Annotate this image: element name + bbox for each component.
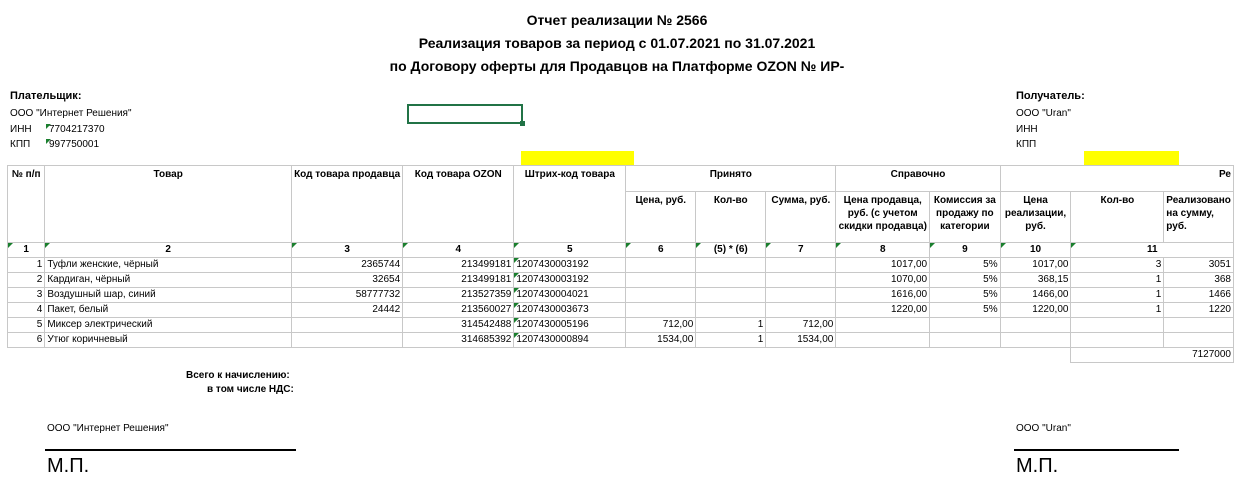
payer-name: ООО "Интернет Решения" xyxy=(10,108,132,119)
highlight-cell-left xyxy=(521,151,634,165)
header-num: № п/п xyxy=(8,166,45,243)
cell-commission: 5% xyxy=(930,288,1000,303)
signature-right-name: ООО "Uran" xyxy=(1016,423,1071,434)
column-number: 8 xyxy=(836,243,930,258)
cell-product: Кардиган, чёрный xyxy=(45,273,292,288)
cell-real-price xyxy=(1000,318,1071,333)
cell-ozon-code: 314685392 xyxy=(403,333,514,348)
cell-real-sum: 368 xyxy=(1164,273,1234,288)
table-row xyxy=(8,333,1234,348)
column-number: 1 xyxy=(8,243,45,258)
column-number: 11 xyxy=(1071,243,1234,258)
header-sum: Сумма, руб. xyxy=(766,192,836,243)
header-ozon-code: Код товара OZON xyxy=(403,166,514,243)
cell-real-price xyxy=(1000,333,1071,348)
payer-kpp-label: КПП xyxy=(10,139,31,150)
total-label: Всего к начислению: xyxy=(186,370,290,381)
stamp-left: М.П. xyxy=(47,455,90,477)
cell-qty2: 1 xyxy=(1071,273,1164,288)
vat-label: в том числе НДС: xyxy=(207,384,294,395)
header-reference: Справочно xyxy=(836,166,1000,192)
cell-seller-code xyxy=(292,333,403,348)
cell-commission xyxy=(930,318,1000,333)
cell-barcode: 1207430000894 xyxy=(514,333,626,348)
cell-real-price: 1017,00 xyxy=(1000,258,1071,273)
cell-ozon-code: 213499181 xyxy=(403,258,514,273)
cell-real-sum: 1466 xyxy=(1164,288,1234,303)
cell-product: Пакет, белый xyxy=(45,303,292,318)
signature-right-line xyxy=(1014,449,1179,451)
recipient-inn-label: ИНН xyxy=(1016,124,1038,135)
signature-left-line xyxy=(45,449,296,451)
recipient-name: ООО "Uran" xyxy=(1016,108,1071,119)
cell-qty2: 3 xyxy=(1071,258,1164,273)
cell-n: 5 xyxy=(8,318,45,333)
cell-price xyxy=(626,303,696,318)
column-number: 4 xyxy=(403,243,514,258)
header-commission: Комиссия за продажу по категории xyxy=(930,192,1000,243)
cell-product: Миксер электрический xyxy=(45,318,292,333)
header-realization-price: Цена реализации, руб. xyxy=(1000,192,1071,243)
cell-qty2 xyxy=(1071,318,1164,333)
cell-seller-price xyxy=(836,318,930,333)
cell-qty xyxy=(696,273,766,288)
cell-sum: 712,00 xyxy=(766,318,836,333)
cell-ozon-code: 213499181 xyxy=(403,273,514,288)
column-number: 3 xyxy=(292,243,403,258)
cell-qty xyxy=(696,303,766,318)
header-qty: Кол-во xyxy=(696,192,766,243)
header-qty2: Кол-во xyxy=(1071,192,1164,243)
cell-qty2 xyxy=(1071,333,1164,348)
table-row xyxy=(8,258,1234,273)
cell-real-sum: 1220 xyxy=(1164,303,1234,318)
cell-real-sum xyxy=(1164,333,1234,348)
cell-sum: 1534,00 xyxy=(766,333,836,348)
cell-seller-price: 1017,00 xyxy=(836,258,930,273)
cell-seller-code: 58777732 xyxy=(292,288,403,303)
header-barcode: Штрих-код товара xyxy=(514,166,626,243)
payer-inn: 7704217370 xyxy=(46,124,105,135)
header-seller-code: Код товара продавца xyxy=(292,166,403,243)
recipient-kpp-label: КПП xyxy=(1016,139,1037,150)
total-partial-cell: 7127000 xyxy=(1071,348,1234,363)
cell-real-price: 368,15 xyxy=(1000,273,1071,288)
table-row xyxy=(8,303,1234,318)
cell-ozon-code: 314542488 xyxy=(403,318,514,333)
report-title: Отчет реализации № 2566 xyxy=(526,12,708,28)
cell-price xyxy=(626,273,696,288)
cell-seller-price xyxy=(836,333,930,348)
cell-barcode: 1207430003673 xyxy=(514,303,626,318)
cell-qty xyxy=(696,258,766,273)
cell-commission: 5% xyxy=(930,258,1000,273)
cell-real-sum xyxy=(1164,318,1234,333)
header-realized-sum: Реализовано на сумму, руб. xyxy=(1164,192,1234,243)
cell-ozon-code: 213527359 xyxy=(403,288,514,303)
column-number: 2 xyxy=(45,243,292,258)
cell-seller-code xyxy=(292,318,403,333)
cell-n: 6 xyxy=(8,333,45,348)
cell-seller-price: 1616,00 xyxy=(836,288,930,303)
selected-cell[interactable] xyxy=(407,104,523,124)
report-period: Реализация товаров за период с 01.07.2021 по 31.07.2021 xyxy=(418,35,816,51)
cell-sum xyxy=(766,273,836,288)
header-realized: Ре xyxy=(1000,166,1233,192)
cell-n: 1 xyxy=(8,258,45,273)
cell-commission: 5% xyxy=(930,303,1000,318)
cell-real-price: 1466,00 xyxy=(1000,288,1071,303)
header-accepted: Принято xyxy=(626,166,836,192)
cell-barcode: 1207430004021 xyxy=(514,288,626,303)
highlight-cell-right xyxy=(1084,151,1179,165)
cell-seller-price: 1220,00 xyxy=(836,303,930,318)
cell-commission: 5% xyxy=(930,273,1000,288)
recipient-label: Получатель: xyxy=(1016,90,1085,102)
realization-table xyxy=(7,165,1234,363)
cell-real-price: 1220,00 xyxy=(1000,303,1071,318)
cell-barcode: 1207430005196 xyxy=(514,318,626,333)
cell-price: 1534,00 xyxy=(626,333,696,348)
cell-product: Туфли женские, чёрный xyxy=(45,258,292,273)
cell-seller-code: 24442 xyxy=(292,303,403,318)
cell-product: Утюг коричневый xyxy=(45,333,292,348)
table-row xyxy=(8,273,1234,288)
stamp-right: М.П. xyxy=(1016,455,1059,477)
column-number: (5) * (6) xyxy=(696,243,766,258)
cell-barcode: 1207430003192 xyxy=(514,273,626,288)
cell-seller-price: 1070,00 xyxy=(836,273,930,288)
cell-sum xyxy=(766,258,836,273)
report-contract: по Договору оферты для Продавцов на Платформе OZON № ИР- xyxy=(389,58,845,74)
cell-price xyxy=(626,288,696,303)
column-number: 6 xyxy=(626,243,696,258)
cell-sum xyxy=(766,303,836,318)
cell-price: 712,00 xyxy=(626,318,696,333)
header-seller-price: Цена продавца, руб. (с учетом скидки продавца) xyxy=(836,192,930,243)
cell-qty: 1 xyxy=(696,318,766,333)
cell-seller-code: 32654 xyxy=(292,273,403,288)
cell-n: 2 xyxy=(8,273,45,288)
payer-label: Плательщик: xyxy=(10,90,82,102)
cell-barcode: 1207430003192 xyxy=(514,258,626,273)
cell-price xyxy=(626,258,696,273)
cell-qty2: 1 xyxy=(1071,303,1164,318)
cell-commission xyxy=(930,333,1000,348)
signature-left-name: ООО "Интернет Решения" xyxy=(47,423,169,434)
header-price: Цена, руб. xyxy=(626,192,696,243)
cell-qty2: 1 xyxy=(1071,288,1164,303)
cell-ozon-code: 213560027 xyxy=(403,303,514,318)
header-product: Товар xyxy=(45,166,292,243)
cell-real-sum: 3051 xyxy=(1164,258,1234,273)
payer-inn-label: ИНН xyxy=(10,124,32,135)
column-number: 5 xyxy=(514,243,626,258)
table-row xyxy=(8,318,1234,333)
column-number: 7 xyxy=(766,243,836,258)
cell-seller-code: 2365744 xyxy=(292,258,403,273)
cell-n: 4 xyxy=(8,303,45,318)
table-row xyxy=(8,288,1234,303)
payer-kpp: 997750001 xyxy=(46,139,99,150)
column-number: 10 xyxy=(1000,243,1071,258)
cell-qty xyxy=(696,288,766,303)
column-number: 9 xyxy=(930,243,1000,258)
cell-qty: 1 xyxy=(696,333,766,348)
cell-product: Воздушный шар, синий xyxy=(45,288,292,303)
cell-sum xyxy=(766,288,836,303)
cell-n: 3 xyxy=(8,288,45,303)
